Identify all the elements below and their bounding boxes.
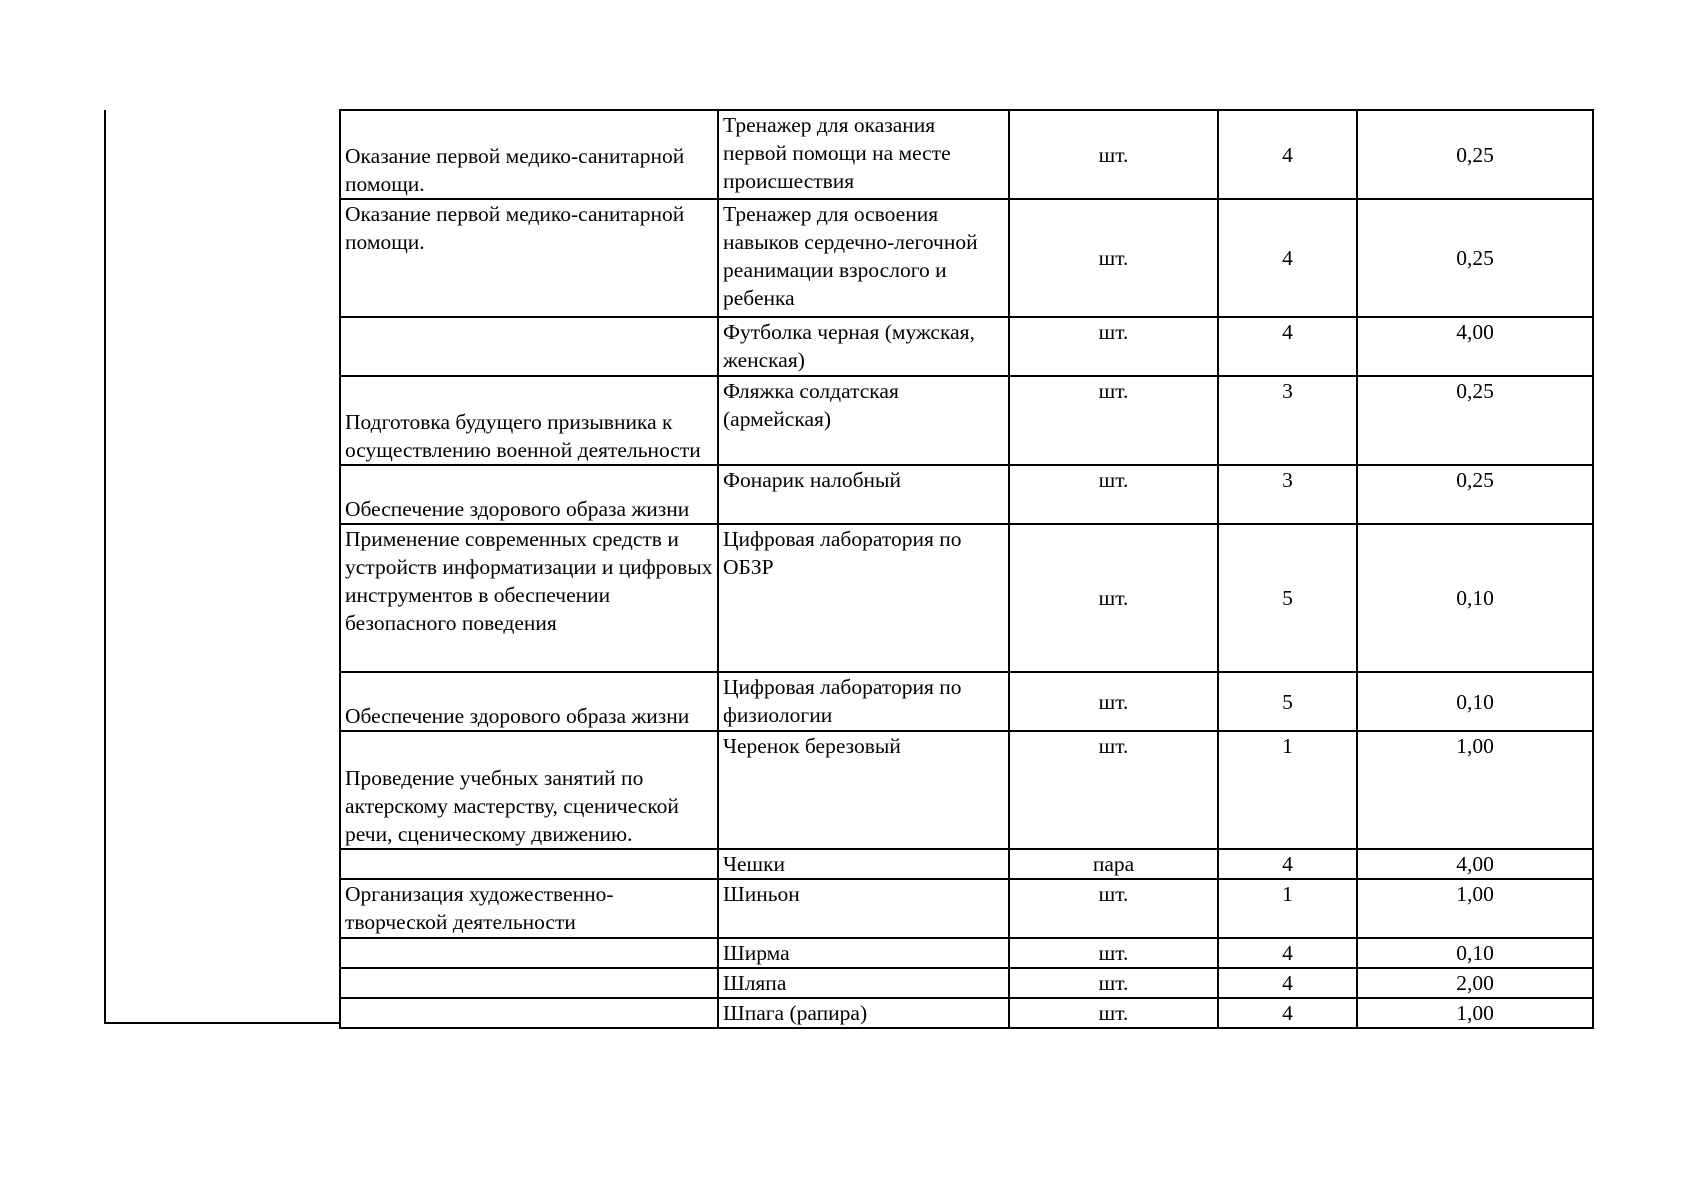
quantity-cell: 3 <box>1218 376 1357 465</box>
topic-cell <box>340 938 718 968</box>
coefficient-cell: 1,00 <box>1357 998 1593 1028</box>
coefficient-cell: 0,10 <box>1357 672 1593 731</box>
quantity-cell: 1 <box>1218 731 1357 849</box>
unit-cell: шт. <box>1009 376 1218 465</box>
topic-cell <box>340 317 718 376</box>
table-row <box>340 110 1593 199</box>
quantity-cell: 3 <box>1218 465 1357 524</box>
table-row <box>340 968 1593 998</box>
table-row <box>340 849 1593 879</box>
quantity-cell: 4 <box>1218 998 1357 1028</box>
topic-cell: Оказание первой медико-санитарной помощи. <box>340 110 718 199</box>
unit-cell: шт. <box>1009 524 1218 672</box>
equipment-table <box>339 109 1594 1029</box>
coefficient-cell: 0,25 <box>1357 110 1593 199</box>
item-cell: Футболка черная (мужская, женская) <box>718 317 1009 376</box>
topic-cell: Оказание первой медико-санитарной помощи. <box>340 199 718 317</box>
item-cell: Фляжка солдатская (армейская) <box>718 376 1009 465</box>
coefficient-cell: 0,25 <box>1357 376 1593 465</box>
topic-cell: Организация художественно-творческой деятельности <box>340 879 718 938</box>
coefficient-cell: 4,00 <box>1357 317 1593 376</box>
unit-cell: шт. <box>1009 998 1218 1028</box>
table-row <box>340 938 1593 968</box>
empty-first-column <box>104 110 339 1024</box>
unit-cell: шт. <box>1009 465 1218 524</box>
topic-cell: Проведение учебных занятий по актерскому мастерству, сценической речи, сценическому движению. <box>340 731 718 849</box>
item-cell: Шляпа <box>718 968 1009 998</box>
table-row <box>340 376 1593 465</box>
unit-cell: шт. <box>1009 199 1218 317</box>
unit-cell: шт. <box>1009 968 1218 998</box>
item-cell: Черенок березовый <box>718 731 1009 849</box>
item-cell: Цифровая лаборатория по физиологии <box>718 672 1009 731</box>
item-cell: Ширма <box>718 938 1009 968</box>
quantity-cell: 5 <box>1218 672 1357 731</box>
coefficient-cell: 0,25 <box>1357 199 1593 317</box>
item-cell: Тренажер для освоения навыков сердечно-легочной реанимации взрослого и ребенка <box>718 199 1009 317</box>
coefficient-cell: 0,10 <box>1357 938 1593 968</box>
table-row <box>340 672 1593 731</box>
unit-cell: шт. <box>1009 731 1218 849</box>
table-row <box>340 524 1593 672</box>
unit-cell: пара <box>1009 849 1218 879</box>
topic-cell <box>340 849 718 879</box>
topic-cell <box>340 968 718 998</box>
coefficient-cell: 4,00 <box>1357 849 1593 879</box>
quantity-cell: 4 <box>1218 110 1357 199</box>
item-cell: Шпага (рапира) <box>718 998 1009 1028</box>
coefficient-cell: 0,10 <box>1357 524 1593 672</box>
quantity-cell: 4 <box>1218 938 1357 968</box>
coefficient-cell: 1,00 <box>1357 731 1593 849</box>
coefficient-cell: 1,00 <box>1357 879 1593 938</box>
table-row <box>340 317 1593 376</box>
unit-cell: шт. <box>1009 317 1218 376</box>
quantity-cell: 4 <box>1218 968 1357 998</box>
coefficient-cell: 0,25 <box>1357 465 1593 524</box>
unit-cell: шт. <box>1009 879 1218 938</box>
item-cell: Шиньон <box>718 879 1009 938</box>
topic-cell <box>340 998 718 1028</box>
unit-cell: шт. <box>1009 110 1218 199</box>
coefficient-cell: 2,00 <box>1357 968 1593 998</box>
table-row <box>340 731 1593 849</box>
quantity-cell: 1 <box>1218 879 1357 938</box>
item-cell: Фонарик налобный <box>718 465 1009 524</box>
quantity-cell: 4 <box>1218 199 1357 317</box>
unit-cell: шт. <box>1009 938 1218 968</box>
item-cell: Тренажер для оказания первой помощи на месте происшествия <box>718 110 1009 199</box>
quantity-cell: 4 <box>1218 849 1357 879</box>
table-row <box>340 879 1593 938</box>
topic-cell: Обеспечение здорового образа жизни <box>340 672 718 731</box>
topic-cell: Подготовка будущего призывника к осуществлению военной деятельности <box>340 376 718 465</box>
topic-cell: Применение современных средств и устройств информатизации и цифровых инструментов в обеспечении безопасного поведения <box>340 524 718 672</box>
unit-cell: шт. <box>1009 672 1218 731</box>
quantity-cell: 4 <box>1218 317 1357 376</box>
topic-cell: Обеспечение здорового образа жизни <box>340 465 718 524</box>
item-cell: Чешки <box>718 849 1009 879</box>
table-row <box>340 465 1593 524</box>
quantity-cell: 5 <box>1218 524 1357 672</box>
table-row <box>340 998 1593 1028</box>
table-row <box>340 199 1593 317</box>
item-cell: Цифровая лаборатория по ОБЗР <box>718 524 1009 672</box>
